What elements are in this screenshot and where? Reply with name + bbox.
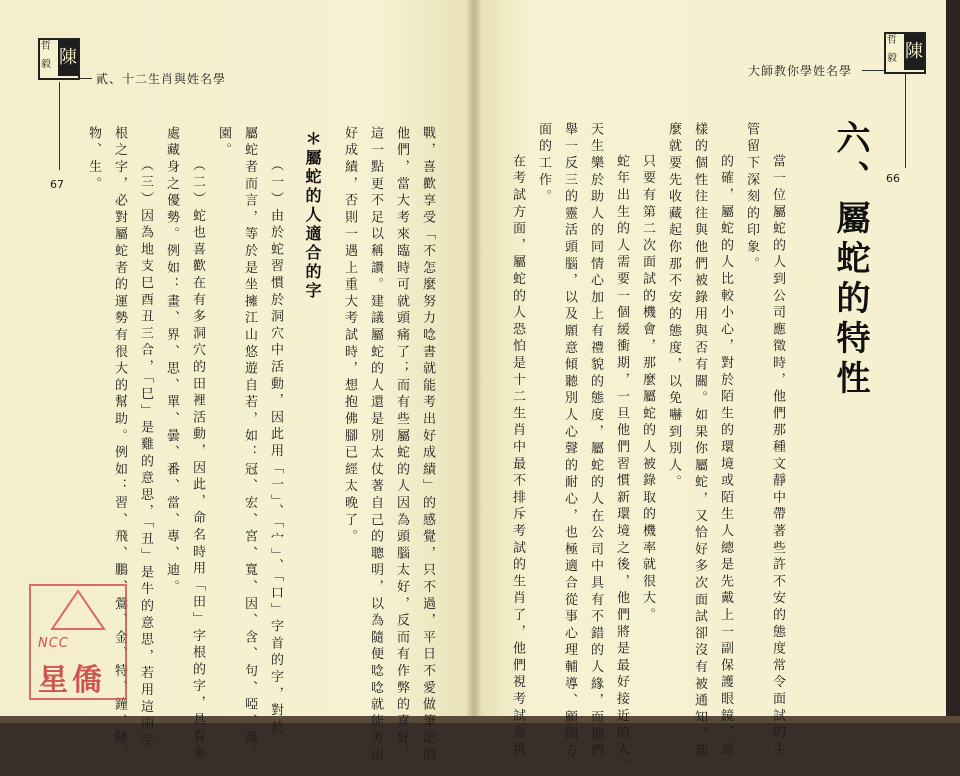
author-seal-left: [38, 38, 80, 80]
text-column: 屬蛇者而言，等於是坐擁江山悠遊自若，如：冠、宏、宮、寬、因、含、句、啞、喬、: [242, 126, 257, 765]
text-column: 園。: [216, 126, 231, 160]
seal-char: 陳: [904, 34, 924, 70]
watermark-text: NCC: [38, 636, 69, 651]
text-column: 戰，喜歡享受「不怎麼努力唸書就能考出好成績」的感覺，只不過，平日不愛做筆記的: [420, 126, 435, 765]
text-column: （三）因為地支巳酉丑三合，「巳」是雞的意思，「丑」是牛的意思，若用這兩字: [138, 158, 153, 750]
seal-char: 陳: [58, 40, 78, 76]
text-column: （一）由於蛇習慣於洞穴中活動，因此用「一」、「宀」、「口」字首的字，對於: [268, 158, 283, 737]
running-header: 貳、十二生肖與姓名學: [96, 72, 227, 86]
page-number: 66: [886, 172, 900, 185]
header-rule: [78, 78, 92, 79]
text-column: 樣的個性往往與他們被錄用與否有關。如果你屬蛇，又恰好多次面試卻沒有被通知，那: [692, 122, 707, 761]
text-column: 物、生。: [86, 126, 101, 194]
text-column: 面的工作。: [536, 122, 551, 206]
text-column: 的確，屬蛇的人比較小心，對於陌生的環境或陌生人總是先戴上一副保護眼鏡，這: [718, 154, 733, 759]
text-column: 麼就要先收藏起你那不安的態度，以免嚇到別人。: [666, 122, 681, 492]
margin-rule: [59, 82, 60, 170]
text-column: 好成績，否則一遇上重大考試時，想抱佛腳已經太晚了。: [342, 126, 357, 546]
running-header: 大師教你學姓名學: [748, 64, 853, 78]
seal-char: 毅: [41, 59, 51, 70]
text-column: 天生樂於助人的同情心加上有禮貌的態度，屬蛇的人在公司中具有不錯的人緣，而他們: [588, 122, 603, 761]
text-column: 當一位屬蛇的人到公司應徵時，他們那種文靜中帶著些許不安的態度常令面試的主: [770, 154, 785, 759]
watermark-text: 星僑: [38, 663, 106, 698]
page-number: 67: [50, 178, 64, 191]
text-column: 舉一反三的靈活頭腦，以及願意傾聽別人心聲的耐心，也極適合從事心理輔導、顧問方: [562, 122, 577, 761]
text-column: （二）蛇也喜歡在有多洞穴的田裡活動，因此，命名時用「田」字根的字，具有多: [190, 158, 205, 763]
book-gutter: [466, 0, 482, 716]
text-column: 他們，當大考來臨時可就頭痛了；而有些屬蛇的人因為頭腦太好，反而有作弊的喜好，: [394, 126, 409, 765]
text-column: 這一點更不足以稱讚。建議屬蛇的人還是別太仗著自己的聰明，以為隨便唸唸就能考出: [368, 126, 383, 765]
seal-char: 毅: [887, 53, 897, 64]
seal-char: 哲: [887, 35, 897, 46]
chapter-title: 六、屬蛇的特性: [830, 120, 870, 400]
author-seal-right: [884, 32, 926, 74]
text-column: 蛇年出生的人需要一個緩衝期，一旦他們習慣新環境之後，他們將是最好接近的人。: [614, 154, 629, 776]
text-column: 管留下深刻的印象。: [744, 122, 759, 274]
seal-char: 哲: [41, 41, 51, 52]
section-subheading: ＊屬蛇的人適合的字: [303, 130, 322, 301]
header-rule: [862, 70, 884, 71]
margin-rule: [905, 74, 906, 168]
text-column: 處藏身之優勢。例如：畫、界、思、單、曇、番、當、專、迪。: [164, 126, 179, 597]
book-edge: [946, 0, 960, 723]
text-column: 根之字，必對屬蛇者的運勢有很大的幫助。例如：習、飛、鵬、鶯、金、特、鐘、隆、: [112, 126, 127, 765]
text-column: 在考試方面，屬蛇的人恐怕是十二生肖中最不排斥考試的生肖了，他們視考試為挑: [510, 154, 525, 759]
text-column: 只要有第二次面試的機會，那麼屬蛇的人被錄取的機率就很大。: [640, 154, 655, 625]
